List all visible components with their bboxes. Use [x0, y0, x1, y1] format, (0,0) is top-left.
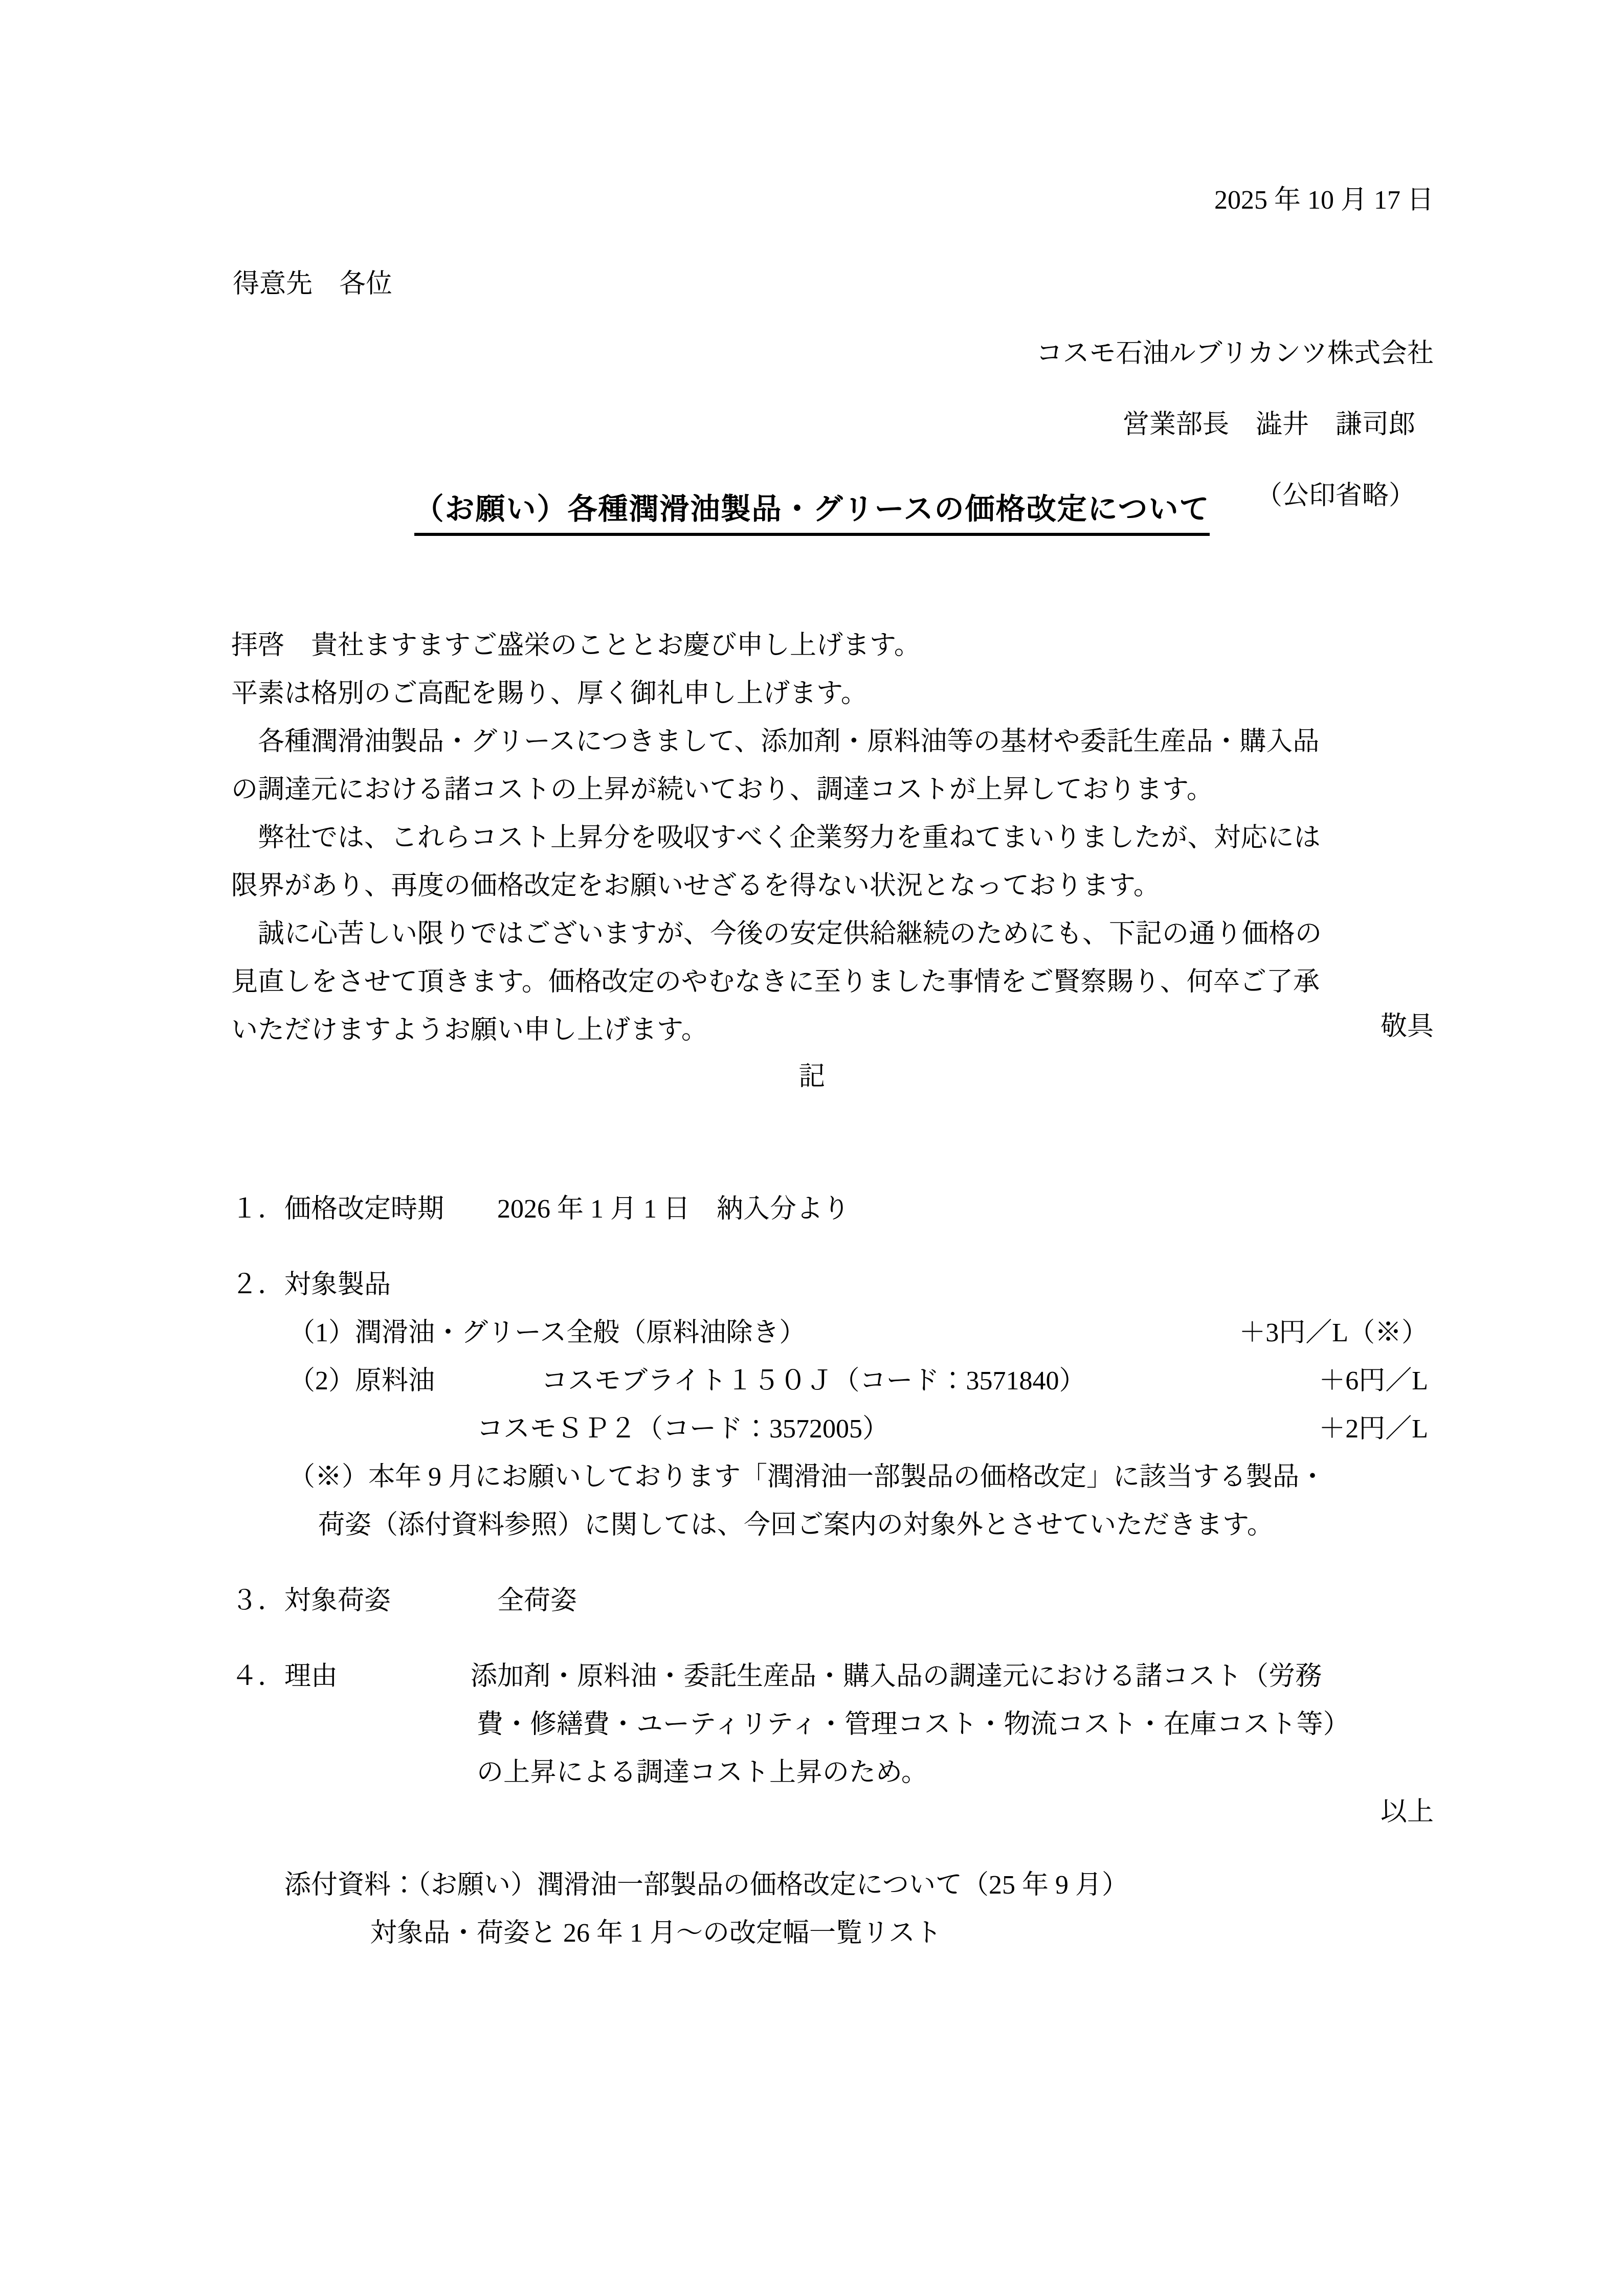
body-line: 誠に心苦しい限りではございますが、今後の安定供給継続のためにも、下記の通り価格の	[231, 919, 1322, 949]
item-4-label: 理由	[284, 1662, 338, 1691]
item-2-sub-3-price: ＋2円／L	[1319, 1414, 1428, 1444]
end-marker: 以上	[1380, 1797, 1434, 1827]
item-3-gap	[391, 1586, 497, 1615]
item-2-sub-1	[231, 1309, 1428, 1357]
closing-keigu: 敬具	[1380, 1012, 1434, 1041]
item-1-value: 2026 年 1 月 1 日 納入分より	[497, 1195, 850, 1224]
item-3	[231, 1577, 1428, 1625]
spacer	[231, 1625, 1428, 1653]
item-4	[231, 1653, 1428, 1797]
item-2-note-line-1: （※）本年 9 月にお願いしております「潤滑油一部製品の価格改定」に該当する製品・	[288, 1462, 1326, 1492]
item-1-line	[231, 1185, 1428, 1233]
body-line: 拝啓 貴社ますますご盛栄のこととお慶び申し上げます。	[231, 631, 921, 660]
sender-seal-note: （公印省略）	[1255, 481, 1415, 510]
item-2-line	[231, 1261, 1428, 1309]
sender-company: コスモ石油ルブリカンツ株式会社	[1036, 339, 1434, 368]
item-2	[231, 1261, 1428, 1549]
ki-marker: 記	[798, 1062, 826, 1091]
body-line: 限界があり、再度の価格改定をお願いせざるを得ない状況となっております。	[231, 871, 1160, 901]
attachment-block	[284, 1861, 1461, 1957]
attachment-line-1: 添付資料：（お願い）潤滑油一部製品の価格改定について（25 年 9 月）	[284, 1871, 1128, 1900]
item-2-label: 対象製品	[284, 1270, 391, 1299]
item-3-label: 対象荷姿	[284, 1586, 391, 1615]
item-2-sub-2-lead: （2）原料油 コスモブライト１５０Ｊ（コード：3571840）	[288, 1366, 1086, 1395]
item-2-number: ２．	[231, 1270, 285, 1299]
item-3-line	[231, 1577, 1428, 1625]
body-line: 各種潤滑油製品・グリースにつきまして、添加剤・原料油等の基材や委託生産品・購入品	[231, 727, 1320, 756]
body-line: いただけますようお願い申し上げます。	[231, 1016, 708, 1045]
item-2-sub-3	[231, 1405, 1428, 1453]
body-line: の調達元における諸コストの上昇が続いており、調達コストが上昇しております。	[231, 775, 1213, 804]
item-2-sub-2-price: ＋6円／L	[1319, 1366, 1428, 1395]
body-line: 見直しをさせて頂きます。価格改定のやむなきに至りました事情をご賢察賜り、何卒ご了承	[231, 967, 1320, 997]
item-2-sub-2	[231, 1357, 1428, 1405]
item-1-number: １．	[231, 1195, 285, 1224]
item-4-line-2: 費・修繕費・ユーティリティ・管理コスト・物流コスト・在庫コスト等）	[477, 1710, 1350, 1739]
item-2-sub-1-lead: （1）潤滑油・グリース全般（原料油除き）	[288, 1318, 806, 1347]
item-4-text-1: 添加剤・原料油・委託生産品・購入品の調達元における諸コスト（労務	[471, 1662, 1322, 1691]
item-1	[231, 1185, 1428, 1233]
item-2-sub-3-lead: コスモＳＰ２（コード：3572005）	[477, 1414, 889, 1444]
document-date: 2025 年 10 月 17 日	[1214, 186, 1434, 215]
recipient-line: 得意先 各位	[233, 269, 393, 299]
sender-title-name: 営業部長 澁井 謙司郎	[1122, 410, 1415, 439]
spacer	[231, 1549, 1428, 1577]
document-title: （お願い）各種潤滑油製品・グリースの価格改定について	[414, 485, 1210, 536]
document-title-wrap	[0, 485, 1624, 536]
body-paragraphs	[231, 622, 1418, 1054]
item-1-gap	[444, 1195, 497, 1224]
item-3-number: ３．	[231, 1586, 285, 1615]
item-4-line-3: の上昇による調達コスト上昇のため。	[477, 1758, 928, 1787]
item-4-gap	[338, 1662, 471, 1691]
attachment-line-2: 対象品・荷姿と 26 年 1 月～の改定幅一覧リスト	[370, 1919, 942, 1948]
body-line: 平素は格別のご高配を賜り、厚く御礼申し上げます。	[231, 679, 867, 708]
body-line: 弊社では、これらコスト上昇分を吸収すべく企業努力を重ねてまいりましたが、対応には	[231, 823, 1321, 852]
numbered-items	[231, 1185, 1428, 1797]
item-2-sub-1-price: ＋3円／L（※）	[1239, 1318, 1428, 1347]
item-4-number: ４．	[231, 1662, 285, 1691]
item-1-label: 価格改定時期	[284, 1195, 444, 1224]
item-3-value: 全荷姿	[497, 1586, 577, 1615]
item-4-line-1	[231, 1653, 1428, 1701]
item-2-note-line-2: 荷姿（添付資料参照）に関しては、今回ご案内の対象外とさせていただきます。	[318, 1511, 1274, 1540]
spacer	[231, 1233, 1428, 1261]
